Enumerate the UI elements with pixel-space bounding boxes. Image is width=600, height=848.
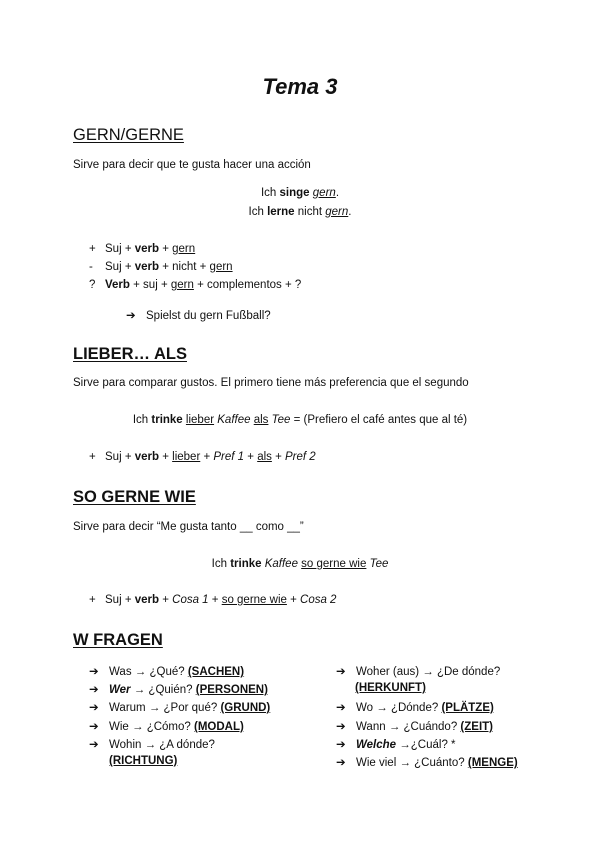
arrow-icon: ➔	[89, 666, 99, 678]
section-heading-wfragen: W FRAGEN	[73, 631, 163, 649]
example-text: Spielst du gern Fußball?	[146, 310, 271, 322]
verb: singe	[279, 187, 310, 199]
wfrage-wie	[89, 719, 244, 733]
w-word: Was	[109, 666, 132, 678]
sogerne-rule	[89, 594, 336, 606]
object: Tee	[271, 414, 291, 426]
translation: ¿Por qué?	[163, 702, 221, 714]
text: + nicht +	[159, 261, 210, 273]
text: +	[159, 243, 173, 255]
text: Suj +	[105, 261, 135, 273]
arrow-icon: ➔	[336, 666, 346, 678]
keyword: als	[253, 414, 269, 426]
separator: →	[141, 739, 160, 751]
text: +	[286, 594, 301, 606]
wfrage-wohin-tag	[109, 755, 177, 767]
verb: Verb	[105, 279, 130, 291]
text: Ich	[211, 558, 231, 570]
category-tag: (MENGE)	[467, 757, 518, 769]
wfrage-wer	[89, 682, 268, 696]
translation: ¿Dónde?	[390, 702, 442, 714]
wfrage-warum	[89, 700, 270, 714]
translation: ¿Cómo?	[146, 721, 194, 733]
separator: →	[396, 739, 411, 751]
translation: ¿Qué?	[149, 666, 188, 678]
w-word: Welche	[356, 739, 397, 751]
keyword: lieber	[172, 451, 201, 463]
gern-example-1	[0, 187, 600, 199]
text: +	[159, 451, 173, 463]
keyword: so gerne wie	[301, 558, 367, 570]
text: .	[335, 187, 340, 199]
text: Ich	[248, 206, 268, 218]
w-word: Wer	[109, 684, 131, 696]
object: Tee	[369, 558, 389, 570]
arrow-icon: ➔	[336, 757, 346, 769]
w-word: Wo	[356, 702, 374, 714]
verb: verb	[134, 594, 160, 606]
w-word: Wie	[109, 721, 129, 733]
category-tag: (SACHEN)	[187, 666, 245, 678]
section-heading-sogerne: SO GERNE WIE	[73, 488, 196, 506]
verb: verb	[134, 451, 160, 463]
text: Ich	[260, 187, 280, 199]
keyword: gern	[312, 187, 336, 199]
wfrage-wieviel	[336, 755, 518, 769]
gern-example-2	[0, 206, 600, 218]
translation: ¿De dónde?	[436, 666, 501, 678]
w-word: Wie viel	[356, 757, 397, 769]
separator: →	[128, 721, 147, 733]
arrow-icon: ➔	[89, 684, 99, 696]
rule-mark: +	[89, 451, 96, 463]
separator: →	[131, 666, 150, 678]
arrow-icon: ➔	[336, 721, 346, 733]
category-tag: (PLÄTZE)	[441, 702, 494, 714]
separator: →	[385, 721, 404, 733]
wfrage-was	[89, 664, 244, 678]
w-word: Wohin	[109, 739, 142, 751]
arrow-icon: ➔	[89, 721, 99, 733]
w-word: Warum	[109, 702, 146, 714]
wfrage-wo	[336, 700, 494, 714]
gern-rule-question	[89, 279, 301, 291]
text: +	[271, 451, 285, 463]
arrow-icon: ➔	[89, 739, 99, 751]
keyword: lieber	[185, 414, 215, 426]
keyword: gern	[209, 261, 233, 273]
verb: verb	[134, 243, 160, 255]
text: Suj +	[105, 594, 135, 606]
sogerne-description: Sirve para decir “Me gusta tanto __ como __”	[73, 521, 304, 533]
gern-rule-negative	[89, 261, 233, 273]
separator: →	[419, 666, 437, 678]
lieber-description: Sirve para comparar gustos. El primero tiene más preferencia que el segundo	[73, 377, 469, 389]
verb: trinke	[151, 414, 183, 426]
lieber-example	[0, 414, 600, 426]
separator: →	[373, 702, 391, 714]
category-tag: (GRUND)	[220, 702, 271, 714]
gern-arrow-example	[126, 308, 271, 322]
separator: →	[130, 684, 149, 696]
wfrage-wann	[336, 719, 493, 733]
w-word: Woher (aus)	[356, 666, 420, 678]
section-heading-gern: GERN/GERNE	[73, 126, 184, 144]
text: nicht	[294, 206, 326, 218]
text: .	[348, 206, 352, 218]
object: Cosa 2	[300, 594, 337, 606]
gern-description: Sirve para decir que te gusta hacer una acción	[73, 159, 311, 171]
text: + suj +	[129, 279, 171, 291]
section-heading-lieber: LIEBER… ALS	[73, 345, 187, 363]
translation: ¿Cuál? *	[410, 739, 456, 751]
object: Kaffee	[264, 558, 298, 570]
rule-mark: -	[89, 261, 93, 273]
keyword: gern	[325, 206, 349, 218]
rule-mark: ?	[89, 279, 96, 291]
object: Pref 2	[285, 451, 316, 463]
text: +	[159, 594, 173, 606]
category-tag: (RICHTUNG)	[109, 755, 178, 767]
wfrage-welche	[336, 737, 456, 751]
translation: ¿Cuánto?	[414, 757, 468, 769]
text: Ich	[132, 414, 152, 426]
arrow-icon: ➔	[336, 739, 346, 751]
w-word: Wann	[356, 721, 386, 733]
wfrage-woher-tag	[355, 682, 426, 694]
wfrage-woher	[336, 664, 500, 678]
category-tag: (PERSONEN)	[195, 684, 268, 696]
category-tag: (HERKUNFT)	[355, 682, 426, 694]
text: = (Prefiero el café antes que al té)	[290, 414, 468, 426]
gern-rule-affirmative	[89, 243, 195, 255]
translation: ¿A dónde?	[159, 739, 215, 751]
text: +	[208, 594, 222, 606]
verb: trinke	[230, 558, 262, 570]
separator: →	[145, 702, 164, 714]
text: Suj +	[105, 243, 135, 255]
verb: verb	[134, 261, 160, 273]
separator: →	[396, 757, 415, 769]
arrow-icon: ➔	[126, 310, 136, 322]
keyword: als	[257, 451, 272, 463]
text: +	[200, 451, 214, 463]
arrow-icon: ➔	[336, 702, 346, 714]
text: + complementos + ?	[193, 279, 302, 291]
translation: ¿Quién?	[148, 684, 196, 696]
text: Suj +	[105, 451, 135, 463]
object: Pref 1	[213, 451, 245, 463]
text: +	[244, 451, 258, 463]
translation: ¿Cuándo?	[403, 721, 461, 733]
rule-mark: +	[89, 594, 96, 606]
keyword: so gerne wie	[221, 594, 287, 606]
category-tag: (MODAL)	[194, 721, 244, 733]
keyword: gern	[170, 279, 194, 291]
category-tag: (ZEIT)	[460, 721, 493, 733]
wfrage-wohin	[89, 737, 215, 751]
sogerne-example	[0, 558, 600, 570]
verb: lerne	[267, 206, 295, 218]
rule-mark: +	[89, 243, 96, 255]
page-title: Tema 3	[262, 74, 338, 99]
lieber-rule	[89, 451, 316, 463]
object: Cosa 1	[172, 594, 209, 606]
arrow-icon: ➔	[89, 702, 99, 714]
object: Kaffee	[217, 414, 251, 426]
keyword: gern	[172, 243, 196, 255]
